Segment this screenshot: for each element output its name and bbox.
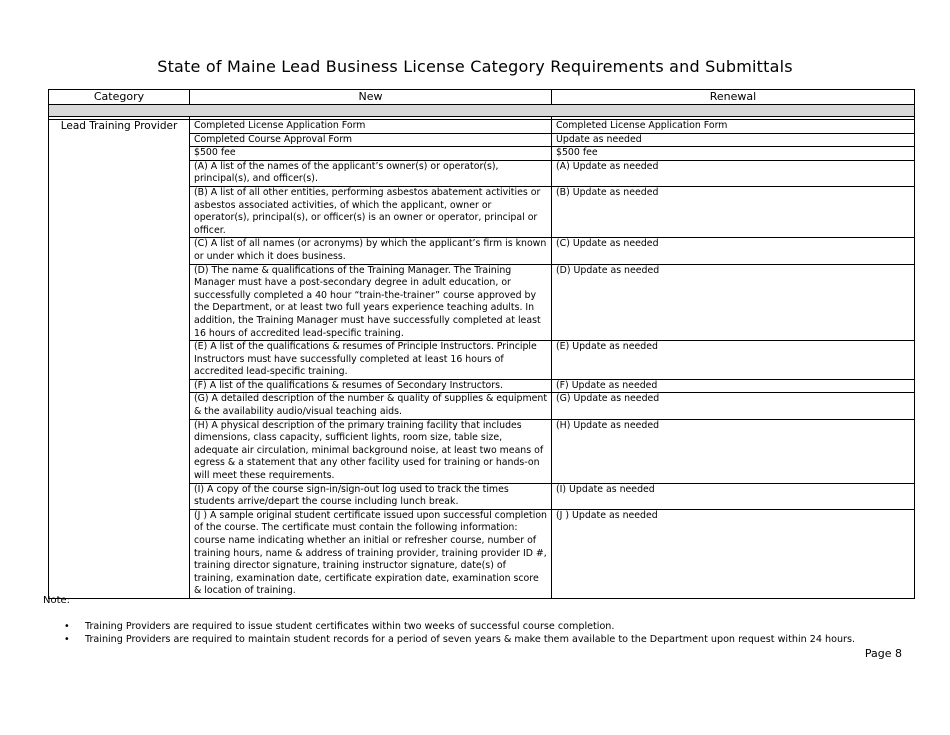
bullet-icon: • [64,634,70,645]
header-renewal: Renewal [552,90,915,105]
new-requirement-cell: Completed Course Approval Form [190,133,552,147]
header-new: New [190,90,552,105]
new-requirement-cell: (E) A list of the qualifications & resumes of Principle Instructors. Principle Instructors must have successfully completed at least 16 hours of accredited lead-specific training. [190,341,552,380]
notes-list [55,620,855,646]
shaded-separator [49,105,915,117]
renewal-requirement-cell: (D) Update as needed [552,264,915,341]
renewal-requirement-cell: (A) Update as needed [552,160,915,186]
renewal-requirement-cell: (I) Update as needed [552,483,915,509]
new-requirement-cell: (A) A list of the names of the applicant’s owner(s) or operator(s), principal(s), and officer(s). [190,160,552,186]
renewal-requirement-cell: (C) Update as needed [552,238,915,264]
requirements-table [48,89,915,599]
new-requirement-cell: (G) A detailed description of the number & quality of supplies & equipment & the availability audio/visual teaching aids. [190,393,552,419]
bullet-icon: • [64,621,70,632]
renewal-requirement-cell: (B) Update as needed [552,186,915,237]
renewal-requirement-cell: (G) Update as needed [552,393,915,419]
note-text: Training Providers are required to issue student certificates within two weeks of successful course completion. [85,621,615,632]
new-requirement-cell: (B) A list of all other entities, performing asbestos abatement activities or asbestos associated activities, of which the applicant, owner or operator(s), principal(s), or officer(s) is an owner or operator, principal or officer. [190,186,552,237]
new-requirement-cell: (J ) A sample original student certificate issued upon successful completion of the course. The certificate must contain the following information: course name indicating whether an initial or refresher course, number of training hours, name & address of training provider, training provider ID #, training director signature, training instructor signature, date(s) of training, examination date, certificate expiration date, examination score & location of training. [190,509,552,598]
renewal-requirement-cell: Completed License Application Form [552,120,915,134]
renewal-requirement-cell: (E) Update as needed [552,341,915,380]
renewal-requirement-cell: $500 fee [552,147,915,161]
note-item [55,633,855,646]
renewal-requirement-cell: Update as needed [552,133,915,147]
renewal-requirement-cell: (J ) Update as needed [552,509,915,598]
table-row [49,120,915,134]
renewal-requirement-cell: (F) Update as needed [552,379,915,393]
table-header-row [49,90,915,105]
new-requirement-cell: (I) A copy of the course sign-in/sign-out log used to track the times students arrive/depart the course including lunch break. [190,483,552,509]
page-title: State of Maine Lead Business License Category Requirements and Submittals [157,57,793,76]
new-requirement-cell: (C) A list of all names (or acronyms) by which the applicant’s firm is known or under which it does business. [190,238,552,264]
new-requirement-cell: $500 fee [190,147,552,161]
new-requirement-cell: Completed License Application Form [190,120,552,134]
new-requirement-cell: (H) A physical description of the primary training facility that includes dimensions, class capacity, sufficient lights, room size, table size, adequate air circulation, minimal background noise, at least two means of egress & a statement that any other facility used for training or hands-on will meet these requirements. [190,419,552,483]
note-text: Training Providers are required to maintain student records for a period of seven years & make them available to the Department upon request within 24 hours. [85,634,856,645]
note-label: Note: [43,595,71,606]
shaded-separator-row [49,105,915,117]
renewal-requirement-cell: (H) Update as needed [552,419,915,483]
new-requirement-cell: (F) A list of the qualifications & resumes of Secondary Instructors. [190,379,552,393]
new-requirement-cell: (D) The name & qualifications of the Training Manager. The Training Manager must have a post-secondary degree in adult education, or successfully completed a 40 hour “train-the-trainer” course approved by the Department, or at least two full years experience teaching adults. In addition, the Training Manager must have successfully completed at least 16 hours of accredited lead-specific training. [190,264,552,341]
header-category: Category [49,90,190,105]
category-cell: Lead Training Provider [49,120,190,599]
page-number: Page 8 [864,647,902,660]
note-item [55,620,855,633]
